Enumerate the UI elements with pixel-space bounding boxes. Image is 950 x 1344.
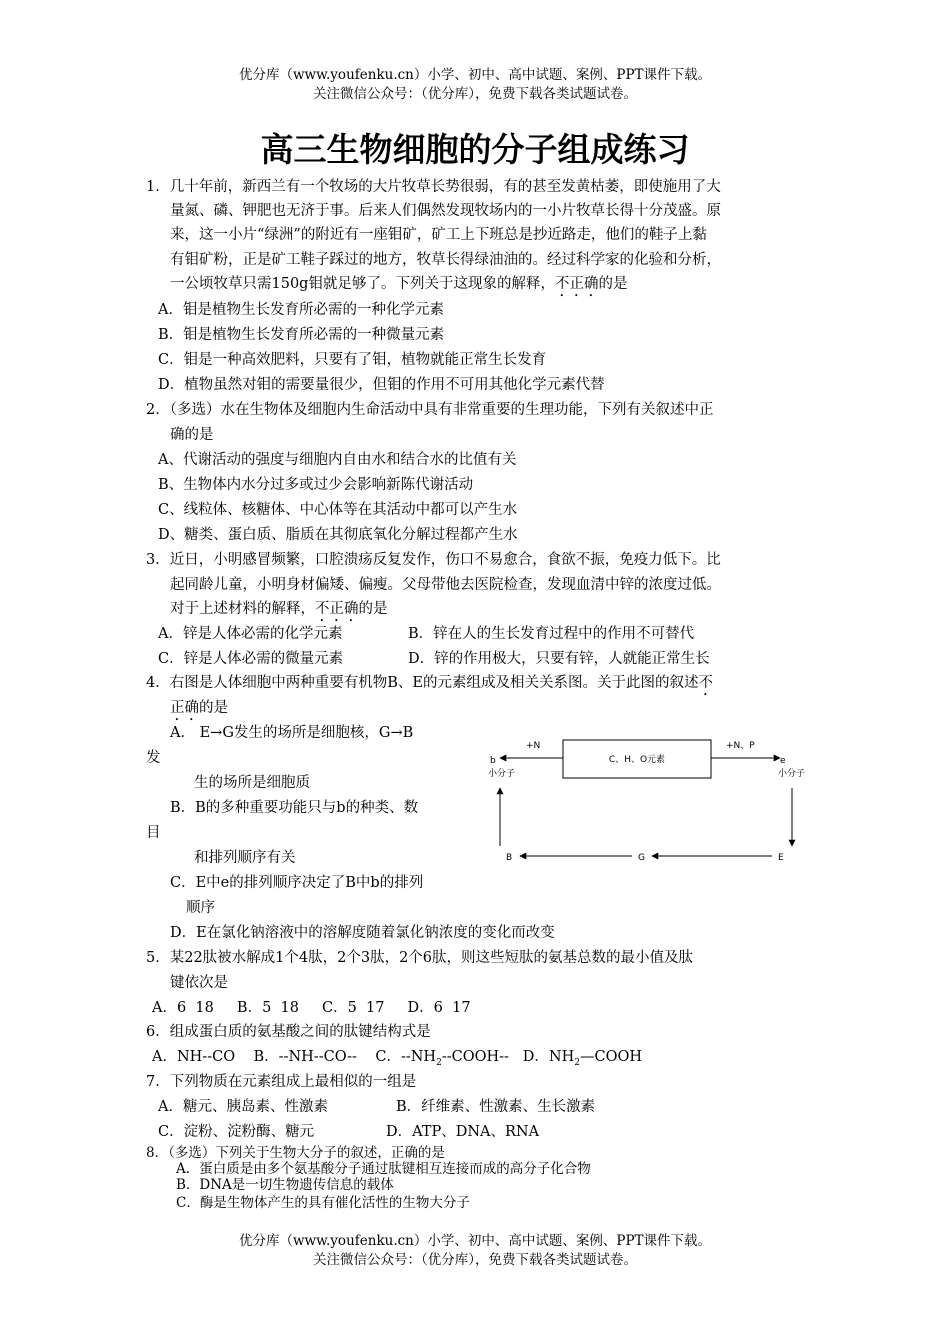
- label-e-small: e: [780, 756, 786, 766]
- q4-option-b-line-2: 和排列顺序有关: [194, 850, 296, 866]
- q4-option-d: D．E在氯化钠溶液中的溶解度随着氯化钠浓度的变化而改变: [170, 925, 555, 941]
- q2-option-c: C、线粒体、核糖体、中心体等在其活动中都可以产生水: [158, 502, 518, 518]
- q1-emphasis: 不正确: [554, 276, 599, 292]
- q2-option-b: B、生物体内水分过多或过少会影响新陈代谢活动: [158, 477, 474, 493]
- q4-line-2b: 的是: [199, 700, 228, 716]
- q3-option-c: C．锌是人体必需的微量元素: [158, 651, 344, 667]
- q3-emphasis: 不正确: [315, 601, 359, 617]
- q3-line-1: 3．近日，小明感冒频繁，口腔溃疡反复发作，伤口不易愈合，食欲不振，免疫力低下。比: [146, 552, 721, 568]
- q3-line-3c: 的是: [358, 601, 388, 617]
- label-B: B: [506, 853, 513, 863]
- q1-line-5c: 的是: [598, 276, 628, 292]
- q1-line-1: 1．几十年前，新西兰有一个牧场的大片牧草长势很弱，有的甚至发黄枯萎，即使施用了大: [146, 179, 721, 195]
- q8-option-b: B．DNA是一切生物遗传信息的载体: [176, 1177, 394, 1193]
- q4-line-2: [170, 696, 228, 724]
- q2-line-1: 2．（多选）水在生物体及细胞内生命活动中具有非常重要的生理功能，下列有关叙述中正: [146, 402, 714, 418]
- q3-option-a: A．锌是人体必需的化学元素: [158, 626, 343, 642]
- q4-option-b-line-1: B．B的多种重要功能只与b的种类、数: [170, 800, 419, 816]
- q1-line-3: 来，这一小片“绿洲”的附近有一座钼矿，矿工上下班总是抄近路走，他们的鞋子上黏: [170, 227, 707, 243]
- q3-line-3: [170, 597, 388, 625]
- q7-option-d: D．ATP、DNA、RNA: [386, 1124, 540, 1140]
- q8-option-a: A．蛋白质是由多个氨基酸分子通过肽键相互连接而成的高分子化合物: [176, 1161, 591, 1177]
- q6-options-part-3: —COOH: [579, 1049, 642, 1065]
- q1-line-5: [170, 272, 627, 300]
- q5-line-2: 键依次是: [170, 975, 228, 991]
- q7-option-b: B．纤维素、性激素、生长激素: [396, 1099, 596, 1115]
- q4-option-c-line-1: C．E中e的排列顺序决定了B中b的排列: [170, 875, 424, 891]
- q4-option-b-wrap: 目: [146, 825, 161, 841]
- q7-option-a: A．糖元、胰岛素、性激素: [158, 1099, 328, 1115]
- label-plus-np: +N、P: [726, 741, 755, 751]
- footer-line-2: 关注微信公众号：（优分库），免费下载各类试题试卷。: [313, 1252, 637, 1268]
- page-header: [0, 66, 950, 104]
- center-label: C、H、O元素: [608, 755, 666, 765]
- q3-option-d: D．锌的作用极大，只要有锌，人就能正常生长: [408, 651, 710, 667]
- q1-option-a: A．钼是植物生长发育所必需的一种化学元素: [158, 302, 444, 318]
- q4-option-a-line-1: A． E→G发生的场所是细胞核，G→B: [170, 725, 414, 741]
- q6-line-1: 6．组成蛋白质的氨基酸之间的肽键结构式是: [146, 1024, 431, 1040]
- q1-line-2: 量氮、磷、钾肥也无济于事。后来人们偶然发现牧场内的一小片牧草长得十分茂盛。原: [170, 203, 721, 219]
- q8-option-c: C．酶是生物体产生的具有催化活性的生物大分子: [176, 1195, 470, 1211]
- label-G: G: [638, 853, 645, 863]
- q3-option-b: B．锌在人的生长发育过程中的作用不可替代: [408, 626, 695, 642]
- page-footer: [0, 1232, 950, 1270]
- q4-option-a-wrap: 发: [146, 750, 161, 766]
- label-E: E: [778, 853, 784, 863]
- q4-line-1: [146, 671, 713, 699]
- q4-emphasis-2: 正确: [170, 700, 199, 716]
- q6-options-part-1: A．NH--CO B．--NH--CO-- C．--NH: [152, 1049, 437, 1065]
- q4-line-1a: 4．右图是人体细胞中两种重要有机物B、E的元素组成及相关关系图。关于此图的叙述: [146, 675, 699, 691]
- q1-line-4: 有钼矿粉，正是矿工鞋子踩过的地方，牧草长得绿油油的。经过科学家的化验和分析，: [170, 252, 721, 268]
- q6-options-part-2: --COOH-- D．NH: [441, 1049, 575, 1065]
- label-b-small: b: [490, 756, 496, 766]
- q3-line-3a: 对于上述材料的解释，: [170, 601, 315, 617]
- q5-options: A．6 18 B．5 18 C．5 17 D．6 17: [152, 1000, 471, 1016]
- q7-line-1: 7．下列物质在元素组成上最相似的一组是: [146, 1074, 417, 1090]
- footer-line-1: 优分库（www.youfenku.cn）小学、初中、高中试题、案例、PPT课件下载。: [238, 1233, 712, 1249]
- page-title: 高三生物细胞的分子组成练习: [260, 130, 690, 169]
- q2-line-2: 确的是: [170, 427, 214, 443]
- q3-line-2: 起同龄儿童，小明身材偏矮、偏瘦。父母带他去医院检查，发现血清中锌的浓度过低。: [170, 577, 721, 593]
- q2-option-d: D、糖类、蛋白质、脂质在其彻底氧化分解过程都产生水: [158, 527, 518, 543]
- q1-option-d: D．植物虽然对钼的需要量很少，但钼的作用不可用其他化学元素代替: [158, 377, 605, 393]
- q8-line-1: 8．（多选）下列关于生物大分子的叙述，正确的是: [146, 1145, 445, 1161]
- q4-emphasis-1: 不: [698, 675, 713, 691]
- header-line-2: 关注微信公众号：（优分库），免费下载各类试题试卷。: [313, 86, 637, 102]
- q6-subscript-1: 2: [436, 1057, 442, 1068]
- q2-option-a: A、代谢活动的强度与细胞内自由水和结合水的比值有关: [158, 452, 517, 468]
- q5-line-1: 5．某22肽被水解成1个4肽，2个3肽，2个6肽，则这些短肽的氨基总数的最小值及肽: [146, 950, 694, 966]
- header-line-1: 优分库（www.youfenku.cn）小学、初中、高中试题、案例、PPT课件下载。: [238, 67, 712, 83]
- label-e-small-molecule: 小分子: [778, 769, 806, 779]
- label-plus-n: +N: [526, 741, 541, 751]
- q7-option-c: C．淀粉、淀粉酶、糖元: [158, 1124, 315, 1140]
- q4-option-c-line-2: 顺序: [186, 900, 215, 916]
- q6-subscript-2: 2: [574, 1057, 580, 1068]
- q1-option-b: B．钼是植物生长发育所必需的一种微量元素: [158, 327, 445, 343]
- element-relationship-diagram: [480, 728, 820, 878]
- q4-option-a-line-2: 生的场所是细胞质: [194, 775, 310, 791]
- q1-option-c: C．钼是一种高效肥料，只要有了钼，植物就能正常生长发育: [158, 352, 547, 368]
- q1-line-5a: 一公顷牧草只需150g钼就足够了。下列关于这现象的解释，: [170, 276, 555, 292]
- label-b-small-molecule: 小分子: [488, 769, 516, 779]
